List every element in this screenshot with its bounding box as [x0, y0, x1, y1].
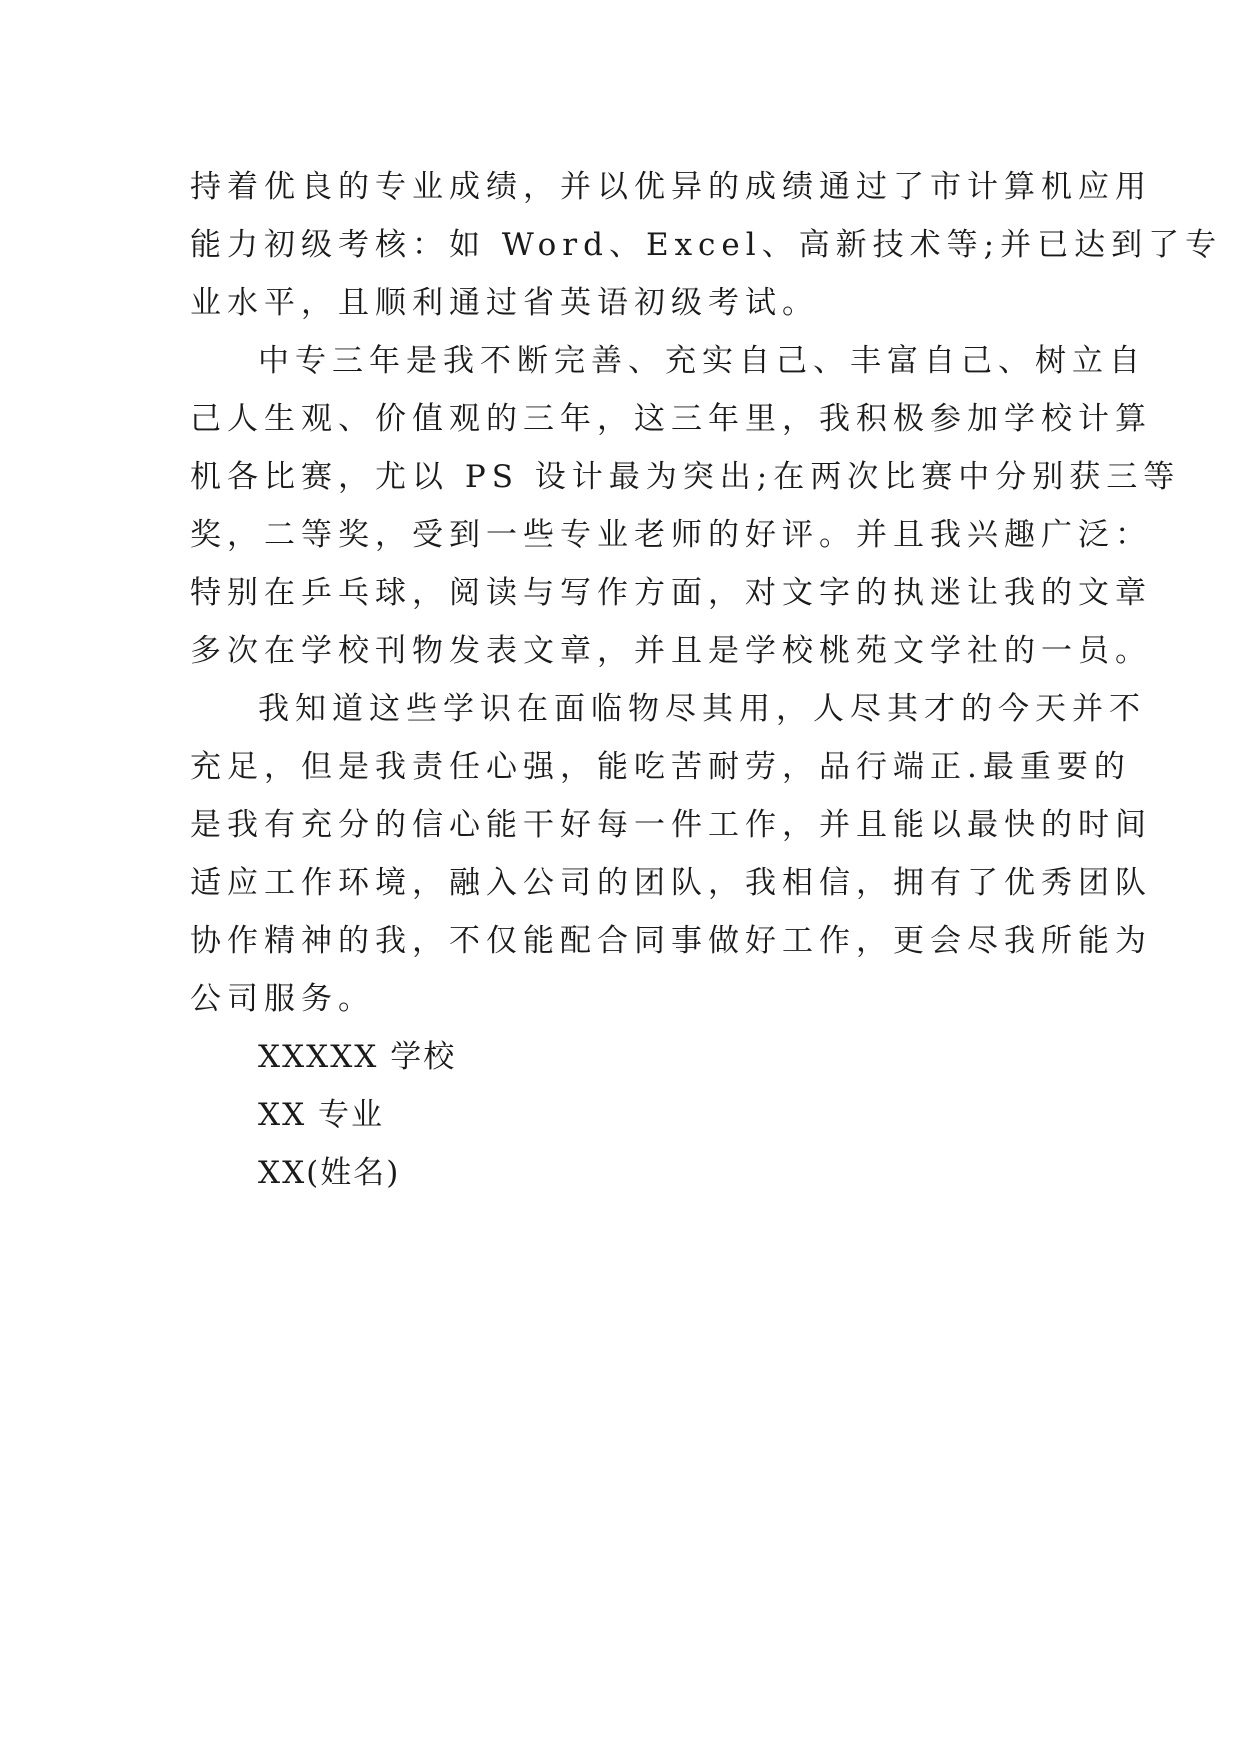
text-line: 我知道这些学识在面临物尽其用，人尽其才的今天并不	[258, 691, 1146, 727]
text-line: 充足，但是我责任心强，能吃苦耐劳，品行端正.最重要的	[190, 749, 1131, 785]
text-line: 是我有充分的信心能干好每一件工作，并且能以最快的时间	[190, 807, 1152, 843]
signature-major: XX 专业	[258, 1097, 384, 1133]
text-line: 业水平，且顺利通过省英语初级考试。	[190, 285, 819, 321]
text-line: 机各比赛，尤以 PS 设计最为突出;在两次比赛中分别获三等	[190, 459, 1181, 495]
text-line: 持着优良的专业成绩，并以优异的成绩通过了市计算机应用	[190, 169, 1152, 205]
text-line: 己人生观、价值观的三年，这三年里，我积极参加学校计算	[190, 401, 1152, 437]
paragraph-1	[190, 158, 1223, 332]
paragraph-2	[190, 332, 1181, 680]
text-line: 能力初级考核：如 Word、Excel、高新技术等;并已达到了专	[190, 227, 1223, 263]
text-line: 奖，二等奖，受到一些专业老师的好评。并且我兴趣广泛：	[190, 517, 1152, 553]
signature-name: XX(姓名)	[258, 1155, 401, 1191]
signature-block	[190, 1028, 1070, 1202]
paragraph-3	[190, 680, 1152, 1028]
text-line: 公司服务。	[190, 981, 375, 1017]
text-line: 协作精神的我，不仅能配合同事做好工作，更会尽我所能为	[190, 923, 1152, 959]
signature-school: XXXXX 学校	[258, 1039, 457, 1075]
document-body	[190, 158, 1223, 1202]
text-line: 适应工作环境，融入公司的团队，我相信，拥有了优秀团队	[190, 865, 1152, 901]
text-line: 中专三年是我不断完善、充实自己、丰富自己、树立自	[258, 343, 1146, 379]
text-line: 特别在乒乓球，阅读与写作方面，对文字的执迷让我的文章	[190, 575, 1152, 611]
text-line: 多次在学校刊物发表文章，并且是学校桃苑文学社的一员。	[190, 633, 1152, 669]
